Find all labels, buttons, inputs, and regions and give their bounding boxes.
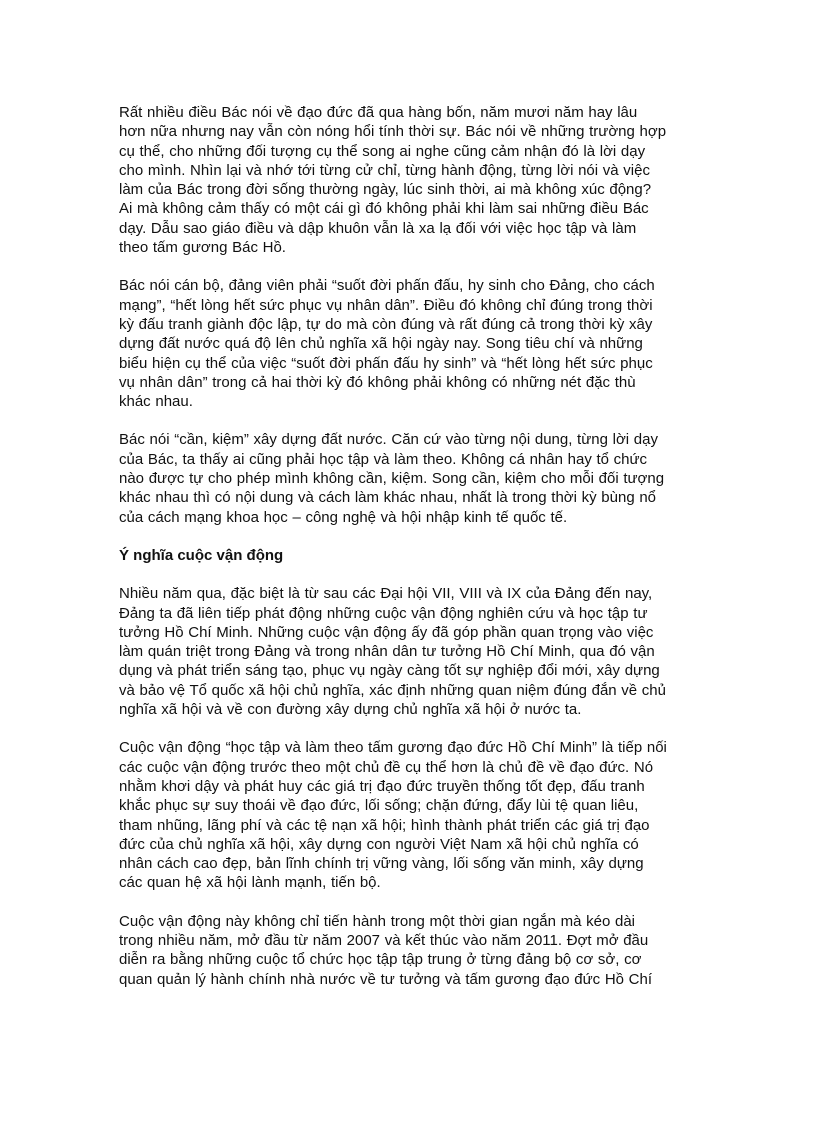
text-line: của cách mạng khoa học – công nghệ và hội nhập kinh tế quốc tế. bbox=[119, 508, 568, 526]
text-line: Bác nói cán bộ, đảng viên phải “suốt đời phấn đấu, hy sinh cho Đảng, cho cách bbox=[119, 277, 655, 295]
text-line: Cuộc vận động này không chỉ tiến hành trong một thời gian ngắn mà kéo dài bbox=[119, 912, 636, 930]
text-line: nhằm khơi dậy và phát huy các giá trị đạo đức truyền thống tốt đẹp, đấu tranh bbox=[119, 777, 645, 795]
section-before-heading bbox=[119, 103, 697, 527]
text-line: cho mình. Nhìn lại và nhớ tới từng cử chỉ, từng hành động, từng lời nói và việc bbox=[119, 161, 650, 179]
text-line: làm của Bác trong đời sống thường ngày, lúc sinh thời, ai mà không xúc động? bbox=[119, 181, 652, 199]
text-line: đức của chủ nghĩa xã hội, xây dựng con người Việt Nam xã hội chủ nghĩa có bbox=[119, 835, 639, 853]
text-line: và bảo vệ Tổ quốc xã hội chủ nghĩa, xác định những quan niệm đúng đắn về chủ bbox=[119, 681, 666, 699]
text-line: khác nhau thì có nội dung và cách làm khác nhau, nhất là trong thời kỳ bùng nổ bbox=[119, 489, 657, 507]
text-line: tưởng Hồ Chí Minh. Những cuộc vận động ấy đã góp phần quan trọng vào việc bbox=[119, 623, 654, 641]
paragraph bbox=[119, 738, 697, 892]
text-line: Cuộc vận động “học tập và làm theo tấm gương đạo đức Hồ Chí Minh” là tiếp nối bbox=[119, 739, 667, 757]
text-line: Nhiều năm qua, đặc biệt là từ sau các Đại hội VII, VIII và IX của Đảng đến nay, bbox=[119, 585, 653, 603]
text-line: cụ thể, cho những đối tượng cụ thể song ai nghe cũng cảm nhận đó là lời dạy bbox=[119, 142, 646, 160]
text-line: tham nhũng, lãng phí và các tệ nạn xã hội; hình thành phát triển các giá trị đạo bbox=[119, 816, 650, 834]
text-line: vụ nhân dân” trong cả hai thời kỳ đó không phải không có những nét đặc thù bbox=[119, 373, 636, 391]
text-line: Ai mà không cảm thấy có một cái gì đó không phải khi làm sai những điều Bác bbox=[119, 200, 649, 218]
text-line: Đảng ta đã liên tiếp phát động những cuộc vận động nghiên cứu và học tập tư bbox=[119, 604, 648, 622]
text-line: nhân cách cao đẹp, bản lĩnh chính trị vững vàng, lối sống văn minh, xây dựng bbox=[119, 855, 644, 873]
text-line: dựng đất nước quá độ lên chủ nghĩa xã hội ngày nay. Song tiêu chí và những bbox=[119, 335, 643, 353]
text-line: biểu hiện cụ thể của việc “suốt đời phấn đấu hy sinh” và “hết lòng hết sức phục bbox=[119, 354, 653, 372]
text-line: dạy. Dẫu sao giáo điều và dập khuôn vẫn là xa lạ đối với việc học tập và làm bbox=[119, 219, 637, 237]
text-line: kỳ đấu tranh giành độc lập, tự do mà còn đúng và rất đúng cả trong thời kỳ xây bbox=[119, 315, 653, 333]
paragraph bbox=[119, 103, 697, 257]
text-line: của Bác, ta thấy ai cũng phải học tập và làm theo. Không cá nhân hay tổ chức bbox=[119, 450, 648, 468]
text-line: khắc phục sự suy thoái về đạo đức, lối sống; chặn đứng, đẩy lùi tệ quan liêu, bbox=[119, 797, 639, 815]
text-line: hơn nữa nhưng nay vẫn còn nóng hổi tính thời sự. Bác nói về những trường hợp bbox=[119, 123, 667, 141]
text-line: quan quản lý hành chính nhà nước về tư tưởng và tấm gương đạo đức Hồ Chí bbox=[119, 970, 653, 988]
text-line: diễn ra bằng những cuộc tổ chức học tập tập trung ở từng đảng bộ cơ sở, cơ bbox=[119, 951, 642, 969]
text-line: các cuộc vận động trước theo một chủ đề cụ thể hơn là chủ đề về đạo đức. Nó bbox=[119, 758, 654, 776]
paragraph bbox=[119, 430, 697, 526]
section-heading: Ý nghĩa cuộc vận động bbox=[119, 546, 284, 564]
text-line: dụng và phát triển sáng tạo, phục vụ ngày càng tốt sự nghiệp đổi mới, xây dựng bbox=[119, 662, 660, 680]
text-line: khác nhau. bbox=[119, 393, 193, 411]
text-line: Rất nhiều điều Bác nói về đạo đức đã qua hàng bốn, năm mươi năm hay lâu bbox=[119, 104, 638, 121]
text-line: nào được tự cho phép mình không cần, kiệm. Song cần, kiệm cho mỗi đối tượng bbox=[119, 470, 665, 488]
section-after-heading bbox=[119, 584, 697, 989]
text-line: mạng”, “hết lòng hết sức phục vụ nhân dân”. Điều đó không chỉ đúng trong thời bbox=[119, 296, 653, 314]
text-line: nghĩa xã hội và về con đường xây dựng chủ nghĩa xã hội ở nước ta. bbox=[119, 701, 582, 719]
text-line: làm quán triệt trong Đảng và trong nhân dân tư tưởng Hồ Chí Minh, qua đó vận bbox=[119, 643, 655, 661]
text-line: trong nhiều năm, mở đầu từ năm 2007 và kết thúc vào năm 2011. Đợt mở đầu bbox=[119, 931, 649, 949]
text-line: Bác nói “cần, kiệm” xây dựng đất nước. Căn cứ vào từng nội dung, từng lời dạy bbox=[119, 431, 658, 449]
paragraph bbox=[119, 584, 697, 719]
paragraph bbox=[119, 276, 697, 411]
text-line: các quan hệ xã hội lành mạnh, tiến bộ. bbox=[119, 874, 381, 892]
paragraph bbox=[119, 912, 697, 989]
document-page bbox=[119, 103, 697, 1008]
text-line: theo tấm gương Bác Hồ. bbox=[119, 239, 286, 257]
